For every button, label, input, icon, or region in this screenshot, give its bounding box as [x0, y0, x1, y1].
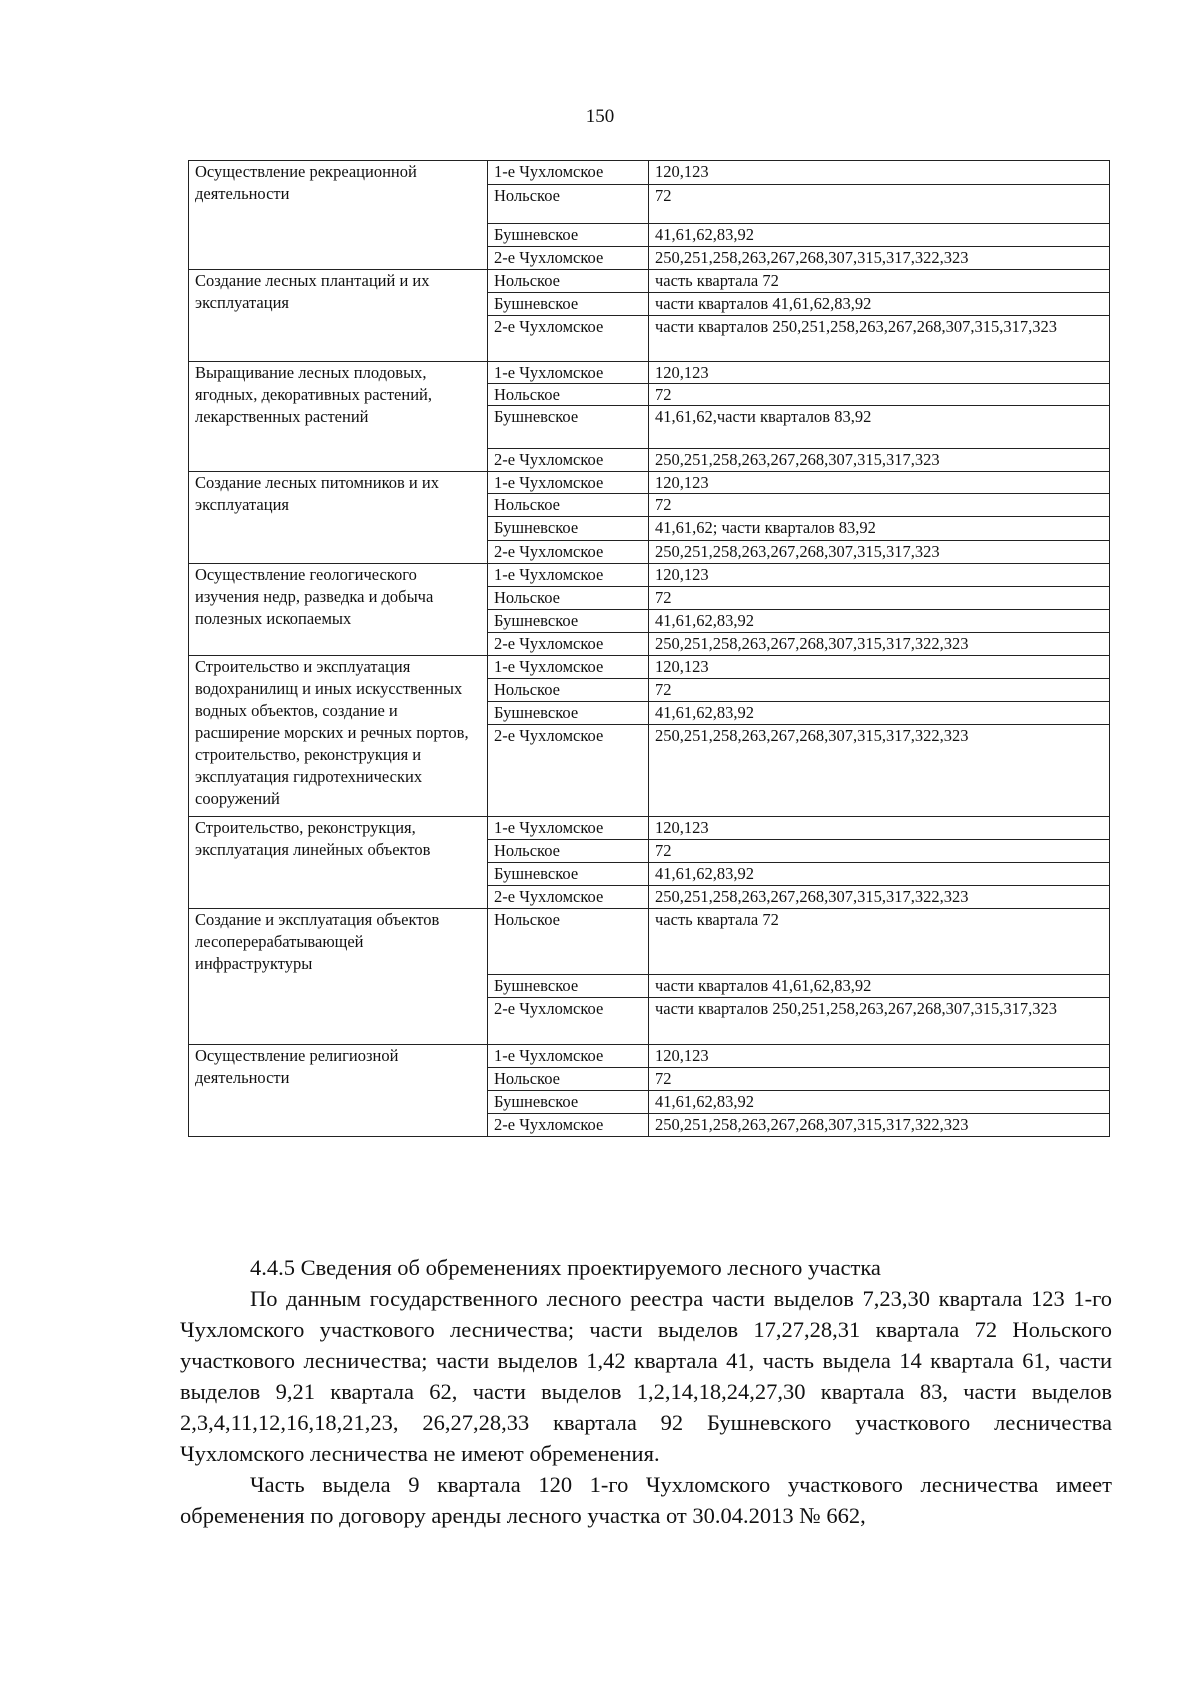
quarters-cell: части кварталов 41,61,62,83,92: [649, 975, 1110, 998]
quarters-cell: 72: [649, 840, 1110, 863]
quarters-cell: 250,251,258,263,267,268,307,315,317,322,323: [649, 886, 1110, 909]
quarters-cell: 120,123: [649, 656, 1110, 679]
quarters-cell: часть квартала 72: [649, 270, 1110, 293]
table-row: [189, 564, 1110, 587]
section-paragraph: Часть выдела 9 квартала 120 1-го Чухломского участкового лесничества имеет обременения по договору аренды лесного участка от 30.04.2013 № 662,: [180, 1472, 1112, 1528]
district-cell: 2-е Чухломское: [488, 1114, 649, 1137]
quarters-cell: 120,123: [649, 362, 1110, 384]
table-row: [189, 817, 1110, 840]
district-cell: 2-е Чухломское: [488, 886, 649, 909]
district-cell: 1-е Чухломское: [488, 817, 649, 840]
district-cell: Бушневское: [488, 863, 649, 886]
quarters-cell: 72: [649, 494, 1110, 517]
quarters-cell: 250,251,258,263,267,268,307,315,317,322,323: [649, 725, 1110, 817]
activity-cell: Выращивание лесных плодовых, ягодных, декоративных растений, лекарственных растений: [189, 362, 488, 472]
district-cell: Нольское: [488, 1068, 649, 1091]
district-cell: 2-е Чухломское: [488, 541, 649, 564]
quarters-cell: 41,61,62,83,92: [649, 863, 1110, 886]
district-cell: Нольское: [488, 270, 649, 293]
quarters-cell: 72: [649, 587, 1110, 610]
activity-cell: Создание и эксплуатация объектов лесоперерабатывающей инфраструктуры: [189, 909, 488, 1045]
district-cell: 2-е Чухломское: [488, 449, 649, 472]
district-cell: Нольское: [488, 494, 649, 517]
quarters-cell: части кварталов 250,251,258,263,267,268,307,315,317,323: [649, 316, 1110, 362]
quarters-cell: 250,251,258,263,267,268,307,315,317,322,323: [649, 633, 1110, 656]
table-row: [189, 472, 1110, 494]
table-row: [189, 909, 1110, 975]
quarters-cell: 250,251,258,263,267,268,307,315,317,322,323: [649, 247, 1110, 270]
quarters-cell: 120,123: [649, 472, 1110, 494]
district-cell: Нольское: [488, 185, 649, 224]
quarters-cell: 41,61,62,части кварталов 83,92: [649, 406, 1110, 449]
quarters-cell: 72: [649, 679, 1110, 702]
activity-cell: Осуществление геологического изучения недр, разведка и добыча полезных ископаемых: [189, 564, 488, 656]
district-cell: Бушневское: [488, 224, 649, 247]
quarters-cell: 250,251,258,263,267,268,307,315,317,323: [649, 449, 1110, 472]
district-cell: Бушневское: [488, 406, 649, 449]
district-cell: Бушневское: [488, 293, 649, 316]
activity-cell: Строительство, реконструкция, эксплуатация линейных объектов: [189, 817, 488, 909]
section-paragraph: По данным государственного лесного реестра части выделов 7,23,30 квартала 123 1-го Чухломского участкового лесничества; части выделов 17,27,28,31 квартала 72 Нольского участкового лесничества; части выделов 1,42 квартала 41, часть выдела 14 квартала 61, части выделов 9,21 квартала 62, части выделов 1,2,14,18,24,27,30 квартала 83, части выделов 2,3,4,11,12,16,18,21,23, 26,27,28,33 квартала 92 Бушневского участкового лесничества Чухломского лесничества не имеют обременения.: [180, 1286, 1112, 1466]
district-cell: Бушневское: [488, 975, 649, 998]
district-cell: Бушневское: [488, 517, 649, 541]
activity-cell: Создание лесных питомников и их эксплуатация: [189, 472, 488, 564]
quarters-cell: 250,251,258,263,267,268,307,315,317,322,323: [649, 1114, 1110, 1137]
table-row: [189, 1045, 1110, 1068]
land-use-table: [188, 160, 1110, 1137]
quarters-cell: часть квартала 72: [649, 909, 1110, 975]
district-cell: Нольское: [488, 909, 649, 975]
district-cell: Нольское: [488, 384, 649, 406]
table-row: [189, 362, 1110, 384]
table-row: [189, 270, 1110, 293]
district-cell: Бушневское: [488, 610, 649, 633]
district-cell: 1-е Чухломское: [488, 1045, 649, 1068]
activity-cell: Создание лесных плантаций и их эксплуатация: [189, 270, 488, 362]
district-cell: 1-е Чухломское: [488, 472, 649, 494]
district-cell: 2-е Чухломское: [488, 998, 649, 1045]
quarters-cell: 120,123: [649, 564, 1110, 587]
quarters-cell: части кварталов 250,251,258,263,267,268,307,315,317,323: [649, 998, 1110, 1045]
district-cell: 2-е Чухломское: [488, 316, 649, 362]
table-row: [189, 656, 1110, 679]
district-cell: Нольское: [488, 587, 649, 610]
district-cell: Нольское: [488, 840, 649, 863]
quarters-cell: 41,61,62,83,92: [649, 610, 1110, 633]
activity-cell: Строительство и эксплуатация водохранилищ и иных искусственных водных объектов, создание и расширение морских и речных портов, строительство, реконструкция и эксплуатация гидротехнических сооружений: [189, 656, 488, 817]
quarters-cell: 41,61,62,83,92: [649, 702, 1110, 725]
district-cell: 1-е Чухломское: [488, 564, 649, 587]
quarters-cell: 72: [649, 384, 1110, 406]
district-cell: Бушневское: [488, 702, 649, 725]
district-cell: 2-е Чухломское: [488, 247, 649, 270]
quarters-cell: 250,251,258,263,267,268,307,315,317,323: [649, 541, 1110, 564]
quarters-cell: части кварталов 41,61,62,83,92: [649, 293, 1110, 316]
district-cell: Бушневское: [488, 1091, 649, 1114]
quarters-cell: 72: [649, 1068, 1110, 1091]
quarters-cell: 72: [649, 185, 1110, 224]
page-number: 150: [585, 106, 615, 127]
activity-cell: Осуществление религиозной деятельности: [189, 1045, 488, 1137]
district-cell: 2-е Чухломское: [488, 633, 649, 656]
quarters-cell: 120,123: [649, 161, 1110, 185]
quarters-cell: 41,61,62,83,92: [649, 224, 1110, 247]
district-cell: 1-е Чухломское: [488, 656, 649, 679]
quarters-cell: 120,123: [649, 817, 1110, 840]
section-heading: 4.4.5 Сведения об обременениях проектируемого лесного участка: [250, 1255, 881, 1280]
district-cell: 1-е Чухломское: [488, 362, 649, 384]
district-cell: 1-е Чухломское: [488, 161, 649, 185]
encumbrance-section: [180, 1252, 1112, 1531]
district-cell: 2-е Чухломское: [488, 725, 649, 817]
activity-cell: Осуществление рекреационной деятельности: [189, 161, 488, 270]
quarters-cell: 120,123: [649, 1045, 1110, 1068]
quarters-cell: 41,61,62,83,92: [649, 1091, 1110, 1114]
table-row: [189, 161, 1110, 185]
district-cell: Нольское: [488, 679, 649, 702]
quarters-cell: 41,61,62; части кварталов 83,92: [649, 517, 1110, 541]
